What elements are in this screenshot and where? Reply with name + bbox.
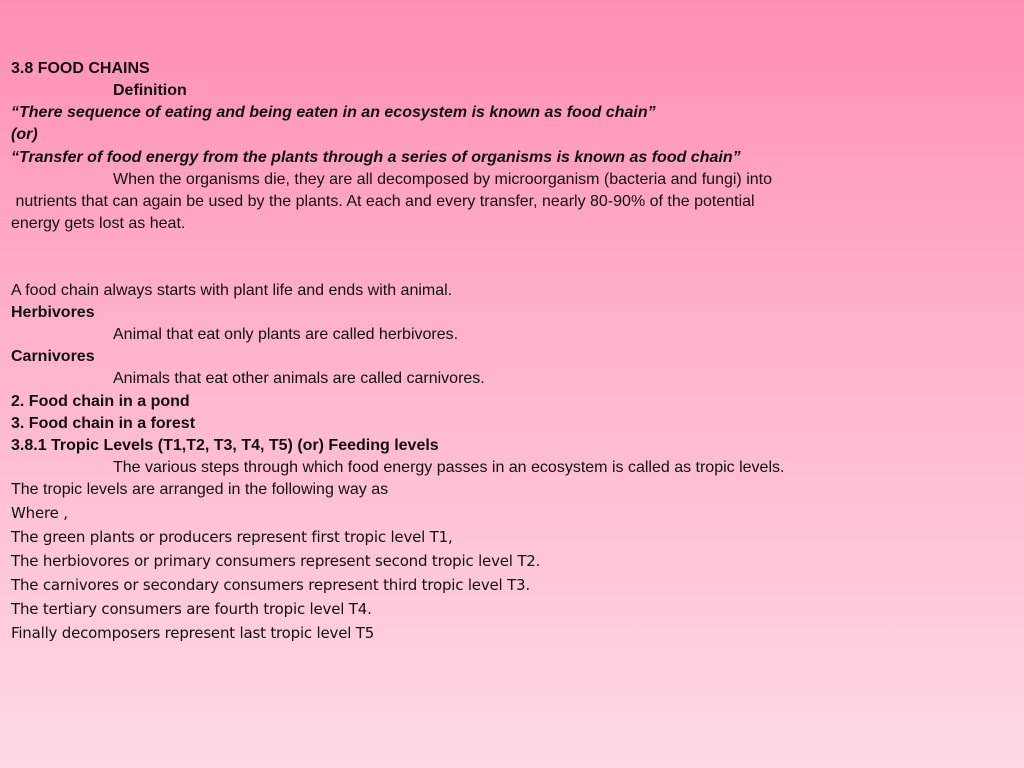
paragraph-1-line-2: nutrients that can again be used by the plants. At each and every transfer, nearly 80-90% of the potential [11,193,755,210]
pond-heading: 2. Food chain in a pond [11,393,190,410]
tropic-list-item: Where , [11,504,68,522]
tropic-list-item: The herbiovores or primary consumers represent second tropic level T2. [11,552,541,570]
definition-quote-1: “There sequence of eating and being eaten in an ecosystem is known as food chain” [11,104,656,121]
section-title: 3.8 FOOD CHAINS [11,60,150,77]
herbivores-text: Animal that eat only plants are called herbivores. [113,326,459,343]
paragraph-1-line-3: energy gets lost as heat. [11,215,186,232]
tropic-paragraph-line-1: The various steps through which food energy passes in an ecosystem is called as tropic levels. [113,459,785,476]
carnivores-heading: Carnivores [11,348,95,365]
tropic-list-item: Finally decomposers represent last tropic level T5 [11,624,375,642]
or-text: (or) [11,126,38,143]
paragraph-1-line-1: When the organisms die, they are all decomposed by microorganism (bacteria and fungi) into [113,171,772,188]
tropic-heading: 3.8.1 Tropic Levels (T1,T2, T3, T4, T5) (or) Feeding levels [11,437,439,454]
carnivores-text: Animals that eat other animals are called carnivores. [113,370,485,387]
definition-heading: Definition [113,82,187,99]
food-chain-statement: A food chain always starts with plant life and ends with animal. [11,282,453,299]
forest-heading: 3. Food chain in a forest [11,415,196,432]
tropic-list-item: The tertiary consumers are fourth tropic level T4. [11,600,372,618]
definition-quote-2: “Transfer of food energy from the plants through a series of organisms is known as food chain” [11,149,741,166]
tropic-paragraph-line-2: The tropic levels are arranged in the following way as [11,481,389,498]
tropic-list-item: The carnivores or secondary consumers represent third tropic level T3. [11,576,530,594]
tropic-list-item: The green plants or producers represent first tropic level T1, [11,528,453,546]
herbivores-heading: Herbivores [11,304,95,321]
